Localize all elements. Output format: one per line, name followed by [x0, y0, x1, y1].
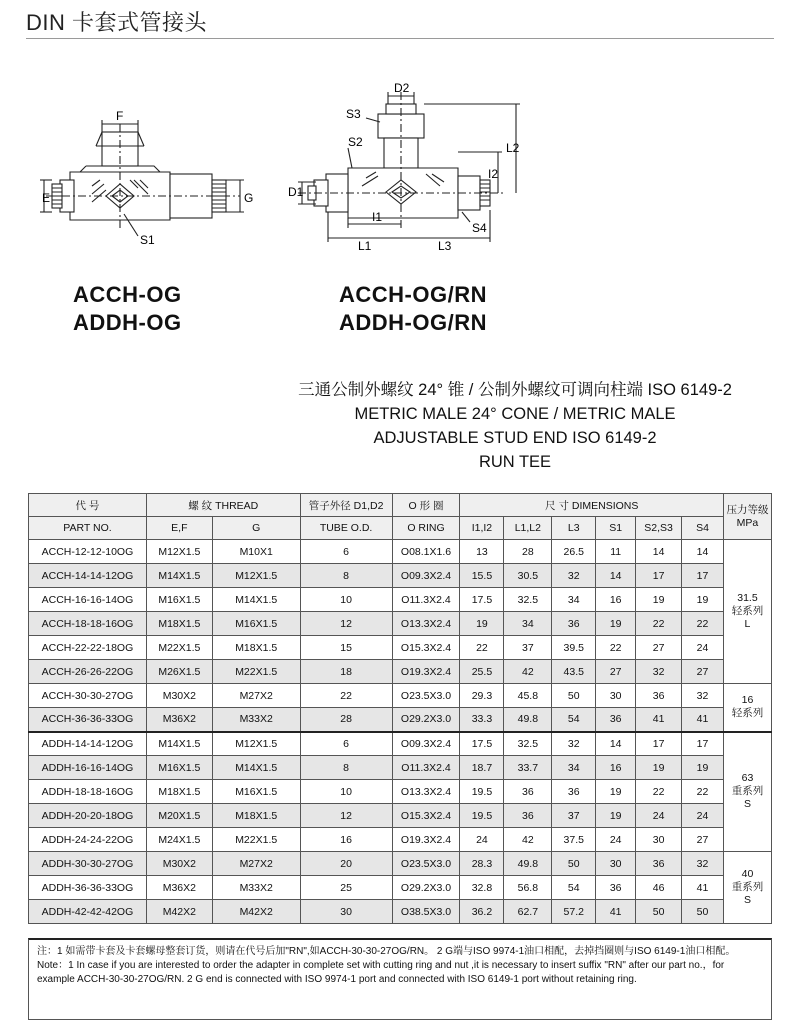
description-en-3: RUN TEE [478, 453, 552, 471]
table-cell: 17 [636, 732, 682, 756]
table-cell: 17 [682, 564, 724, 588]
label-g: G [244, 191, 254, 205]
table-cell: 22 [460, 636, 504, 660]
table-cell: M14X1.5 [212, 756, 300, 780]
table-cell: M10X1 [212, 540, 300, 564]
table-cell: M22X1.5 [212, 828, 300, 852]
table-row [29, 612, 772, 636]
pressure-level-cell [723, 732, 771, 852]
table-cell: 37.5 [552, 828, 596, 852]
table-cell: M24X1.5 [146, 828, 212, 852]
table-cell: O23.5X3.0 [392, 852, 460, 876]
table-cell: 46 [636, 876, 682, 900]
table-cell: M42X2 [146, 900, 212, 924]
label-s4: S4 [472, 221, 487, 235]
table-cell: M27X2 [212, 852, 300, 876]
label-f: F [116, 110, 124, 123]
th-ef: E,F [146, 517, 212, 540]
table-cell: 42 [504, 828, 552, 852]
table-cell: 32.5 [504, 588, 552, 612]
table-cell: 50 [552, 852, 596, 876]
table-cell: 32 [636, 660, 682, 684]
model-acch-og-rn: ACCH-OG/RN [339, 282, 487, 307]
table-cell: 6 [300, 732, 392, 756]
th-pressure-label: 压力等级 [726, 503, 769, 516]
table-cell: M16X1.5 [212, 780, 300, 804]
table-cell: 33.3 [460, 708, 504, 732]
description-en-1: METRIC MALE 24° CONE / METRIC MALE [354, 405, 676, 423]
table-cell: ACCH-36-36-33OG [29, 708, 147, 732]
table-row [29, 636, 772, 660]
table-cell: M36X2 [146, 708, 212, 732]
th-dimensions: 尺 寸 DIMENSIONS [460, 494, 723, 517]
table-cell: 27 [682, 828, 724, 852]
table-cell: O29.2X3.0 [392, 876, 460, 900]
table-cell: ADDH-20-20-18OG [29, 804, 147, 828]
table-cell: 45.8 [504, 684, 552, 708]
table-cell: 41 [596, 900, 636, 924]
table-cell: 19 [596, 780, 636, 804]
table-cell: O08.1X1.6 [392, 540, 460, 564]
pressure-level-series: 重系列 [731, 881, 764, 893]
table-row [29, 804, 772, 828]
table-cell: O19.3X2.4 [392, 660, 460, 684]
table-row [29, 852, 772, 876]
model-addh-og: ADDH-OG [73, 310, 182, 335]
th-code-cn: 代 号 [29, 494, 147, 517]
table-cell: ADDH-16-16-14OG [29, 756, 147, 780]
label-s2: S2 [348, 135, 363, 149]
model-acch-og: ACCH-OG [73, 282, 182, 307]
table-cell: 28 [300, 708, 392, 732]
pressure-level-code: S [743, 894, 751, 906]
table-cell: O15.3X2.4 [392, 636, 460, 660]
table-cell: 28.3 [460, 852, 504, 876]
table-cell: M27X2 [212, 684, 300, 708]
table-cell: O11.3X2.4 [392, 588, 460, 612]
table-cell: M12X1.5 [212, 732, 300, 756]
table-cell: 16 [300, 828, 392, 852]
label-i2: I2 [488, 167, 499, 181]
table-cell: O11.3X2.4 [392, 756, 460, 780]
table-cell: 14 [596, 732, 636, 756]
table-cell: 28 [504, 540, 552, 564]
table-cell: 49.8 [504, 708, 552, 732]
th-oring: O RING [392, 517, 460, 540]
table-cell: 36.2 [460, 900, 504, 924]
table-cell: 54 [552, 708, 596, 732]
table-row [29, 732, 772, 756]
table-row [29, 540, 772, 564]
table-cell: ADDH-24-24-22OG [29, 828, 147, 852]
table-cell: 34 [552, 588, 596, 612]
table-cell: 32 [682, 852, 724, 876]
table-cell: 19 [596, 804, 636, 828]
table-row [29, 564, 772, 588]
table-cell: 36 [552, 612, 596, 636]
table-cell: O29.2X3.0 [392, 708, 460, 732]
table-cell: 56.8 [504, 876, 552, 900]
table-row [29, 660, 772, 684]
table-cell: M16X1.5 [146, 756, 212, 780]
table-cell: M36X2 [146, 876, 212, 900]
table-cell: 37 [552, 804, 596, 828]
table-cell: O13.3X2.4 [392, 612, 460, 636]
header-divider [26, 38, 774, 39]
pressure-level-code: S [743, 798, 751, 811]
table-cell: M16X1.5 [146, 588, 212, 612]
table-cell: 14 [682, 540, 724, 564]
spec-table-body [29, 540, 772, 924]
table-cell: 32.8 [460, 876, 504, 900]
table-cell: 19 [682, 756, 724, 780]
table-cell: 14 [636, 540, 682, 564]
table-cell: 29.3 [460, 684, 504, 708]
table-cell: 54 [552, 876, 596, 900]
table-cell: ADDH-14-14-12OG [29, 732, 147, 756]
table-cell: 36 [504, 780, 552, 804]
th-s1: S1 [596, 517, 636, 540]
label-l2: L2 [506, 141, 520, 155]
label-d2: D2 [394, 82, 410, 95]
table-cell: 18 [300, 660, 392, 684]
table-cell: 24 [682, 636, 724, 660]
table-cell: 19 [596, 612, 636, 636]
table-cell: ACCH-22-22-18OG [29, 636, 147, 660]
notes-cn: 注：1 如需带卡套及卡套螺母整套订货，则请在代号后加"RN",如ACCH-30-30-27OG/RN。 2 G端与ISO 9974-1油口相配，去掉挡圈则与ISO 6149-1油口相配。 [37, 946, 736, 957]
table-cell: 16 [596, 756, 636, 780]
table-cell: 17 [636, 564, 682, 588]
table-cell: ACCH-16-16-14OG [29, 588, 147, 612]
table-cell: 22 [300, 684, 392, 708]
table-cell: 32 [682, 684, 724, 708]
spec-table [28, 493, 772, 924]
label-l1: L1 [358, 239, 372, 253]
table-cell: M20X1.5 [146, 804, 212, 828]
table-cell: 19.5 [460, 780, 504, 804]
table-cell: 32 [552, 732, 596, 756]
table-cell: 22 [636, 612, 682, 636]
table-cell: 32 [552, 564, 596, 588]
table-cell: 33.7 [504, 756, 552, 780]
table-cell: 15.5 [460, 564, 504, 588]
table-cell: O38.5X3.0 [392, 900, 460, 924]
table-cell: 18.7 [460, 756, 504, 780]
table-cell: O09.3X2.4 [392, 564, 460, 588]
table-cell: 11 [596, 540, 636, 564]
table-cell: 36 [636, 852, 682, 876]
table-cell: M26X1.5 [146, 660, 212, 684]
table-cell: 34 [504, 612, 552, 636]
table-cell: ACCH-14-14-12OG [29, 564, 147, 588]
table-cell: 30 [636, 828, 682, 852]
table-cell: M18X1.5 [146, 780, 212, 804]
table-cell: 10 [300, 780, 392, 804]
label-s3: S3 [346, 107, 361, 121]
table-cell: M22X1.5 [146, 636, 212, 660]
product-description [255, 378, 775, 474]
table-cell: M22X1.5 [212, 660, 300, 684]
label-s1: S1 [140, 233, 155, 247]
table-cell: 17.5 [460, 588, 504, 612]
table-cell: O19.3X2.4 [392, 828, 460, 852]
label-e-text: E [42, 191, 51, 205]
pressure-level-cell [723, 540, 771, 684]
table-cell: 36 [596, 708, 636, 732]
table-cell: 24 [682, 804, 724, 828]
table-cell: 8 [300, 564, 392, 588]
table-row [29, 684, 772, 708]
table-cell: 57.2 [552, 900, 596, 924]
table-cell: M14X1.5 [146, 564, 212, 588]
table-cell: 50 [552, 684, 596, 708]
table-cell: 36 [636, 684, 682, 708]
table-cell: M42X2 [212, 900, 300, 924]
table-cell: 26.5 [552, 540, 596, 564]
th-s4: S4 [682, 517, 724, 540]
table-cell: 22 [636, 780, 682, 804]
notes-en: Note：1 In case if you are interested to order the adapter in complete set with cutting ring and nut ,it is necessary to insert suffix "RN" after our part no.，for example ACCH-30-30-27OG/RN. 2 G end is connected with ISO 9974-1 port and connected with ISO 6149-1 port without retaining ring. [37, 960, 725, 985]
pressure-level-cell [723, 684, 771, 732]
pressure-level-value: 63 [741, 772, 754, 785]
table-cell: ACCH-12-12-10OG [29, 540, 147, 564]
table-cell: 36 [596, 876, 636, 900]
table-cell: M30X2 [146, 684, 212, 708]
table-cell: 27 [596, 660, 636, 684]
table-cell: 36 [504, 804, 552, 828]
table-cell: 30.5 [504, 564, 552, 588]
table-cell: 19 [636, 756, 682, 780]
table-cell: O23.5X3.0 [392, 684, 460, 708]
table-cell: 37 [504, 636, 552, 660]
table-cell: 50 [682, 900, 724, 924]
table-cell: 17 [682, 732, 724, 756]
table-row [29, 828, 772, 852]
table-cell: M18X1.5 [212, 804, 300, 828]
th-tube-od: TUBE O.D. [300, 517, 392, 540]
table-cell: 19 [636, 588, 682, 612]
table-cell: 10 [300, 588, 392, 612]
table-row [29, 708, 772, 732]
table-cell: 24 [596, 828, 636, 852]
model-names-right [339, 281, 487, 337]
th-l3: L3 [552, 517, 596, 540]
table-cell: ADDH-36-36-33OG [29, 876, 147, 900]
label-d1: D1 [288, 185, 304, 199]
table-cell: 20 [300, 852, 392, 876]
pressure-level-cell [723, 852, 771, 924]
table-cell: 17.5 [460, 732, 504, 756]
table-cell: 24 [636, 804, 682, 828]
table-cell: 34 [552, 756, 596, 780]
th-oring-cn: O 形 圈 [392, 494, 460, 517]
table-cell: M33X2 [212, 708, 300, 732]
table-cell: ACCH-30-30-27OG [29, 684, 147, 708]
table-cell: 30 [596, 852, 636, 876]
table-cell: 25 [300, 876, 392, 900]
table-cell: 32.5 [504, 732, 552, 756]
description-en-2: ADJUSTABLE STUD END ISO 6149-2 [373, 429, 657, 447]
th-l1l2: L1,L2 [504, 517, 552, 540]
table-cell: ACCH-18-18-16OG [29, 612, 147, 636]
table-cell: 8 [300, 756, 392, 780]
table-cell: M14X1.5 [146, 732, 212, 756]
table-row [29, 588, 772, 612]
table-cell: 22 [682, 780, 724, 804]
notes [28, 938, 772, 1020]
table-cell: 27 [682, 660, 724, 684]
table-cell: 39.5 [552, 636, 596, 660]
table-cell: 43.5 [552, 660, 596, 684]
table-cell: 62.7 [504, 900, 552, 924]
pressure-level-code: L [744, 618, 751, 630]
th-part-no: PART NO. [29, 517, 147, 540]
table-cell: M18X1.5 [212, 636, 300, 660]
table-cell: M18X1.5 [146, 612, 212, 636]
table-cell: 30 [596, 684, 636, 708]
table-cell: M12X1.5 [212, 564, 300, 588]
table-cell: 30 [300, 900, 392, 924]
model-names-left [73, 281, 182, 337]
table-cell: 14 [596, 564, 636, 588]
table-cell: 36 [552, 780, 596, 804]
table-cell: 41 [682, 876, 724, 900]
th-tube-cn: 管子外径 D1,D2 [300, 494, 392, 517]
pressure-level-series: 轻系列 [731, 605, 764, 617]
table-cell: 12 [300, 804, 392, 828]
table-cell: 27 [636, 636, 682, 660]
drawing-acch-og [40, 110, 260, 260]
table-cell: ADDH-18-18-16OG [29, 780, 147, 804]
drawing-acch-og-rn [288, 82, 524, 254]
table-cell: 13 [460, 540, 504, 564]
table-cell: 49.8 [504, 852, 552, 876]
table-cell: M14X1.5 [212, 588, 300, 612]
table-row [29, 780, 772, 804]
table-cell: 19 [682, 588, 724, 612]
pressure-level-value: 16 [741, 694, 754, 707]
pressure-level-series: 轻系列 [731, 707, 764, 720]
table-row [29, 900, 772, 924]
th-g: G [212, 517, 300, 540]
table-cell: O09.3X2.4 [392, 732, 460, 756]
pressure-level-value: 40 [741, 868, 754, 880]
th-s2s3: S2,S3 [636, 517, 682, 540]
th-pressure-unit: MPa [736, 516, 759, 529]
table-cell: O15.3X2.4 [392, 804, 460, 828]
table-cell: 41 [636, 708, 682, 732]
table-cell: M12X1.5 [146, 540, 212, 564]
table-cell: 41 [682, 708, 724, 732]
pressure-level-value: 31.5 [737, 592, 758, 604]
table-cell: 16 [596, 588, 636, 612]
table-row [29, 876, 772, 900]
table-cell: 12 [300, 612, 392, 636]
page-title: DIN 卡套式管接头 [26, 10, 208, 35]
table-cell: 22 [596, 636, 636, 660]
table-cell: 24 [460, 828, 504, 852]
description-cn: 三通公制外螺纹 24° 锥 / 公制外螺纹可调向柱端 ISO 6149-2 [298, 381, 732, 399]
table-cell: 50 [636, 900, 682, 924]
th-pressure [723, 494, 771, 540]
table-cell: 22 [682, 612, 724, 636]
table-cell: ADDH-42-42-42OG [29, 900, 147, 924]
pressure-level-series: 重系列 [731, 785, 764, 798]
table-cell: 6 [300, 540, 392, 564]
table-cell: 19.5 [460, 804, 504, 828]
label-l3: L3 [438, 239, 452, 253]
th-i1i2: I1,I2 [460, 517, 504, 540]
table-row [29, 756, 772, 780]
table-cell: 42 [504, 660, 552, 684]
table-cell: 25.5 [460, 660, 504, 684]
table-cell: M33X2 [212, 876, 300, 900]
th-thread: 螺 纹 THREAD [146, 494, 300, 517]
model-addh-og-rn: ADDH-OG/RN [339, 310, 487, 335]
table-cell: 19 [460, 612, 504, 636]
table-cell: ACCH-26-26-22OG [29, 660, 147, 684]
label-i1: I1 [372, 210, 383, 224]
table-cell: M30X2 [146, 852, 212, 876]
table-cell: ADDH-30-30-27OG [29, 852, 147, 876]
table-cell: M16X1.5 [212, 612, 300, 636]
table-cell: O13.3X2.4 [392, 780, 460, 804]
table-cell: 15 [300, 636, 392, 660]
